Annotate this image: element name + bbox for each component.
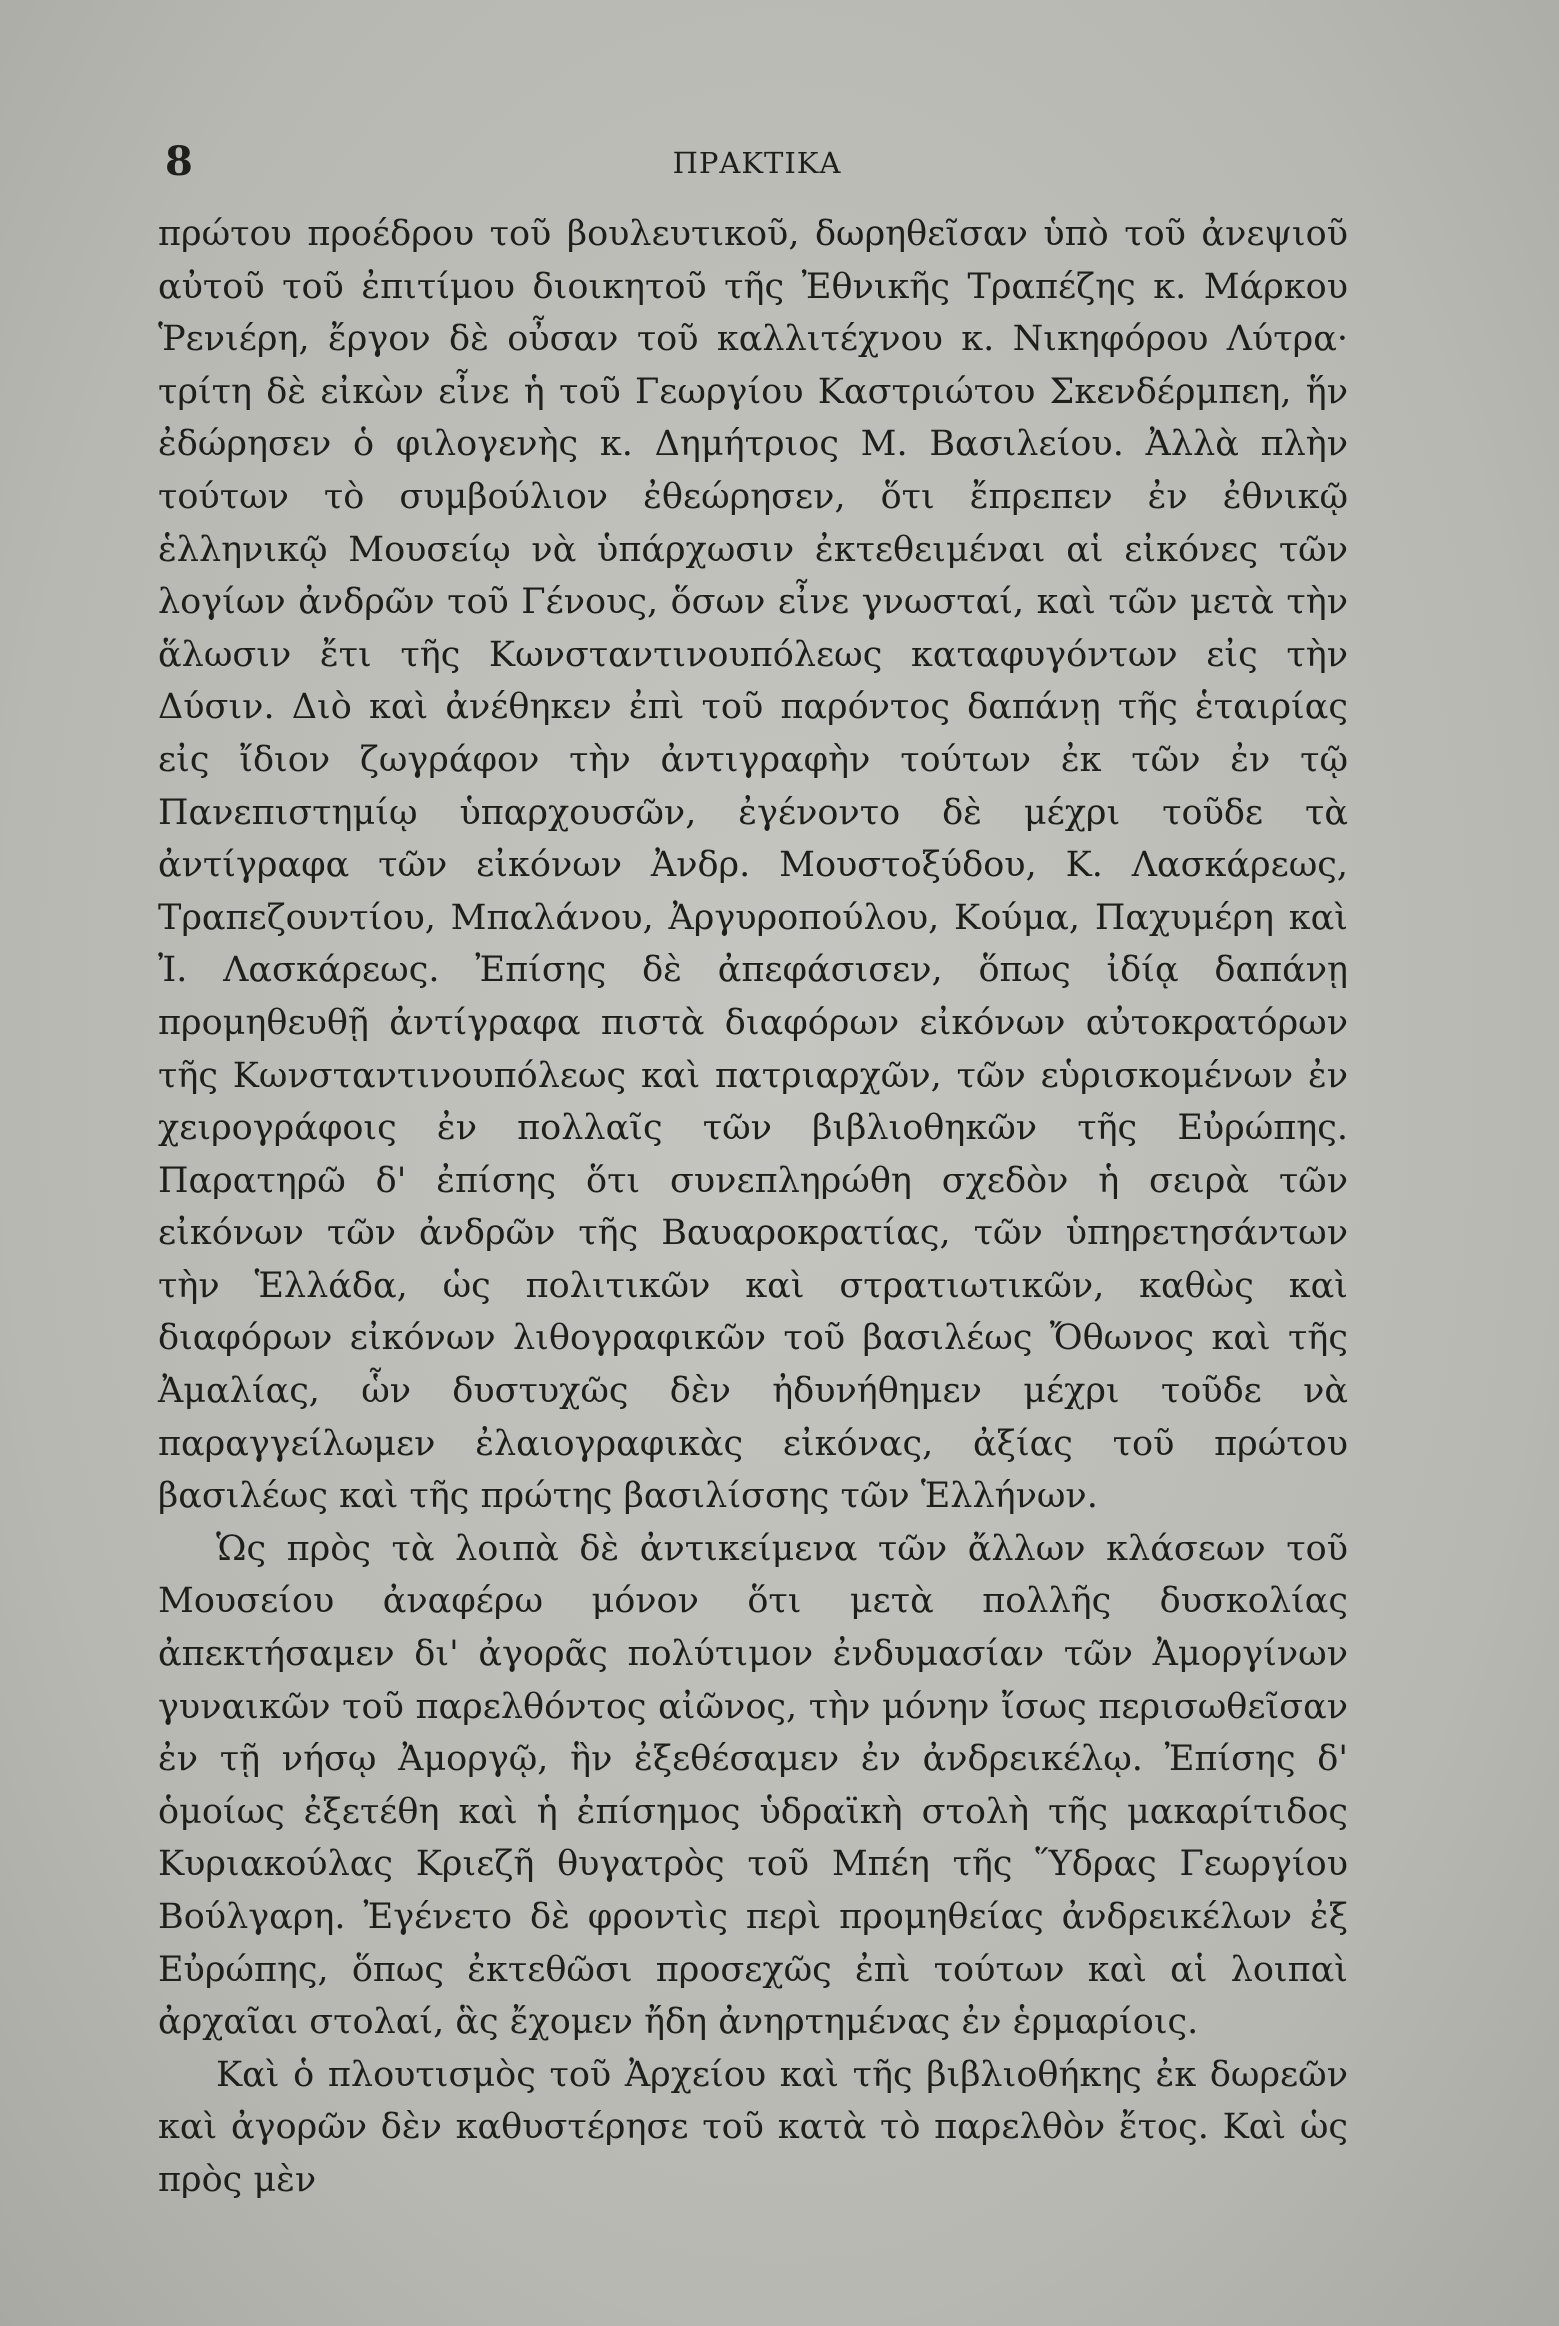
page-header — [165, 138, 1349, 198]
paragraph: πρώτου προέδρου τοῦ βουλευτικοῦ, δωρηθεῖσαν ὑπὸ τοῦ ἀνεψιοῦ αὐτοῦ τοῦ ἐπιτίμου διοικητοῦ τῆς Ἐθνικῆς Τραπέζης κ. Μάρκου Ῥενιέρη, ἔργον δὲ οὖσαν τοῦ καλλιτέχνου κ. Νικηφόρου Λύτρα· τρίτη δὲ εἰκὼν εἶνε ἡ τοῦ Γεωργίου Καστριώτου Σκενδέρμπεη, ἥν ἐδώρησεν ὁ φιλογενὴς κ. Δημήτριος Μ. Βασιλείου. Ἀλλὰ πλὴν τούτων τὸ συμβούλιον ἐθεώρησεν, ὅτι ἔπρεπεν ἐν ἐθνικῷ ἑλληνικῷ Μουσείῳ νὰ ὑπάρχωσιν ἐκτεθειμέναι αἱ εἰκόνες τῶν λογίων ἀνδρῶν τοῦ Γένους, ὅσων εἶνε γνωσταί, καὶ τῶν μετὰ τὴν ἅλωσιν ἔτι τῆς Κωνσταντινουπόλεως καταφυγόντων εἰς τὴν Δύσιν. Διὸ καὶ ἀνέθηκεν ἐπὶ τοῦ παρόντος δαπάνῃ τῆς ἑταιρίας εἰς ἴδιον ζωγράφον τὴν ἀντιγραφὴν τούτων ἐκ τῶν ἐν τῷ Πανεπιστημίῳ ὑπαρχουσῶν, ἐγένοντο δὲ μέχρι τοῦδε τὰ ἀντίγραφα τῶν εἰκόνων Ἀνδρ. Μουστοξύδου, Κ. Λασκάρεως, Τραπεζουντίου, Μπαλάνου, Ἀργυροπούλου, Κούμα, Παχυμέρη καὶ Ἰ. Λασκάρεως. Ἐπίσης δὲ ἀπεφάσισεν, ὅπως ἰδίᾳ δαπάνῃ προμηθευθῇ ἀντίγραφα πιστὰ διαφόρων εἰκόνων αὐτοκρατόρων τῆς Κωνσταντινουπόλεως καὶ πατριαρχῶν, τῶν εὑρισκομένων ἐν χειρογράφοις ἐν πολλαῖς τῶν βιβλιοθηκῶν τῆς Εὐρώπης. Παρατηρῶ δ' ἐπίσης ὅτι συνεπληρώθη σχεδὸν ἡ σειρὰ τῶν εἰκόνων τῶν ἀνδρῶν τῆς Βαυαροκρατίας, τῶν ὑπηρετησάντων τὴν Ἑλλάδα, ὡς πολιτικῶν καὶ στρατιωτικῶν, καθὼς καὶ διαφόρων εἰκόνων λιθογραφικῶν τοῦ βασιλέως Ὄθωνος καὶ τῆς Ἀμαλίας, ὧν δυστυχῶς δὲν ἠδυνήθημεν μέχρι τοῦδε νὰ παραγγείλωμεν ἐλαιογραφικὰς εἰκόνας, ἀξίας τοῦ πρώτου βασιλέως καὶ τῆς πρώτης βασιλίσσης τῶν Ἑλλήνων. — [158, 214, 1348, 1517]
running-title: ΠΡΑΚΤΙΚΑ — [672, 146, 842, 180]
body-text — [158, 208, 1348, 2207]
page-number: 8 — [165, 138, 193, 185]
paragraph: Καὶ ὁ πλουτισμὸς τοῦ Ἀρχείου καὶ τῆς βιβλιοθήκης ἐκ δωρεῶν καὶ ἀγορῶν δὲν καθυστέρησε τοῦ κατὰ τὸ παρελθὸν ἔτος. Καὶ ὡς πρὸς μὲν — [158, 2054, 1348, 2200]
paragraph: Ὡς πρὸς τὰ λοιπὰ δὲ ἀντικείμενα τῶν ἄλλων κλάσεων τοῦ Μουσείου ἀναφέρω μόνον ὅτι μετὰ πολλῆς δυσκολίας ἀπεκτήσαμεν δι' ἀγορᾶς πολύτιμον ἐνδυμασίαν τῶν Ἀμοργίνων γυναικῶν τοῦ παρελθόντος αἰῶνος, τὴν μόνην ἴσως περισωθεῖσαν ἐν τῇ νήσῳ Ἀμοργῷ, ἣν ἐξεθέσαμεν ἐν ἀνδρεικέλῳ. Ἐπίσης δ' ὁμοίως ἐξετέθη καὶ ἡ ἐπίσημος ὑδραϊκὴ στολὴ τῆς μακαρίτιδος Κυριακούλας Κριεζῆ θυγατρὸς τοῦ Μπέη τῆς Ὕδρας Γεωργίου Βούλγαρη. Ἐγένετο δὲ φροντὶς περὶ προμηθείας ἀνδρεικέλων ἐξ Εὐρώπης, ὅπως ἐκτεθῶσι προσεχῶς ἐπὶ τούτων καὶ αἱ λοιπαὶ ἀρχαῖαι στολαί, ἃς ἔχομεν ἤδη ἀνηρτημένας ἐν ἑρμαρίοις. — [158, 1528, 1348, 2043]
